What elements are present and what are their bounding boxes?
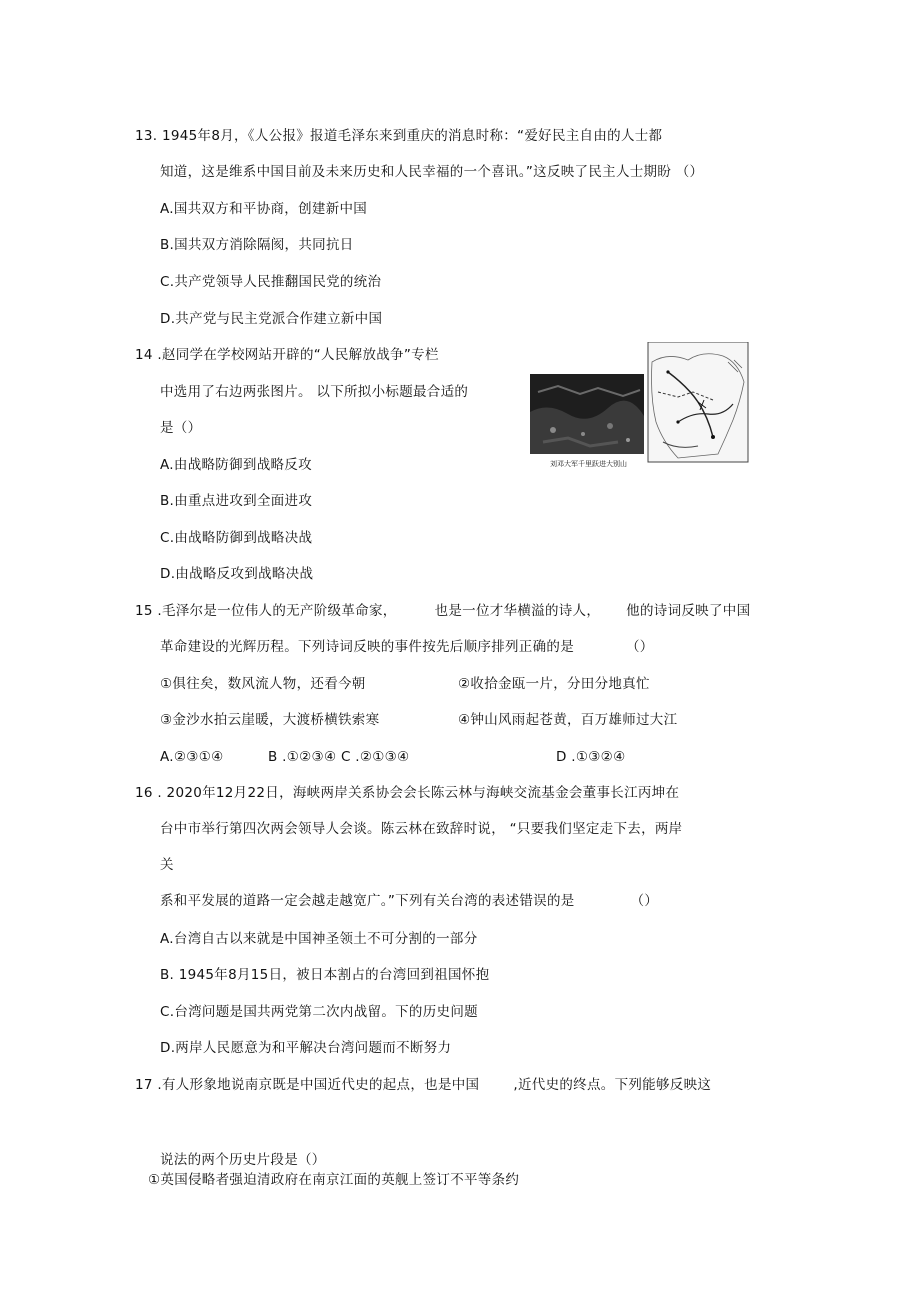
- q13-option-c: C.共产党领导人民推翻国民党的统治: [160, 274, 382, 290]
- q15-poem-4: ④钟山风雨起苍黄，百万雄师过大江: [458, 712, 678, 728]
- q15-stem-text: 革命建设的光辉历程。下列诗词反映的事件按先后顺序排列正确的是: [160, 639, 574, 655]
- q13-stem-line-1: 13. 1945年8月，《人公报》报道毛泽东来到重庆的消息时称：“爱好民主自由的人士都: [135, 128, 663, 144]
- q16-stem-line-1: 16 . 2020年12月22日，海峡两岸关系协会会长陈云林与海峡交流基金会董事长江丙坤在: [135, 785, 680, 801]
- q14-option-a: A.由战略防御到战略反攻: [160, 457, 312, 473]
- q14-option-b: B.由重点进攻到全面进攻: [160, 493, 313, 509]
- q16-stem-line-3: 关: [160, 857, 174, 873]
- q14-stem-line-2: 中选用了右边两张图片。 以下所拟小标题最合适的: [160, 384, 469, 400]
- q15-answer-paren: （）: [626, 639, 654, 655]
- q17-item-1: ①英国侵略者强迫清政府在南京江面的英舰上签订不平等条约: [148, 1172, 520, 1188]
- q16-option-a: A.台湾自古以来就是中国神圣领土不可分割的一部分: [160, 931, 478, 947]
- q15-stem-part-c: 他的诗词反映了中国: [626, 603, 751, 619]
- q14-option-c: C.由战略防御到战略决战: [160, 530, 313, 546]
- q16-option-d: D.两岸人民愿意为和平解决台湾问题而不断努力: [160, 1040, 452, 1056]
- q17-stem-line-2: 说法的两个历史片段是（）: [160, 1152, 326, 1168]
- campaign-map: [648, 342, 748, 462]
- q15-stem-line-1: [135, 602, 750, 620]
- q16-stem-text: 系和平发展的道路一定会越走越宽广。”下列有关台湾的表述错误的是: [160, 893, 575, 909]
- q14-figure: [528, 342, 750, 480]
- q15-option-d: D .①③②④: [556, 749, 626, 765]
- q14-figure-caption: 刘邓大军千里跃进大别山: [550, 460, 627, 468]
- q14-stem-line-1: 14 .赵同学在学校网站开辟的“人民解放战争”专栏: [135, 347, 439, 363]
- q16-answer-paren: （）: [630, 893, 659, 909]
- q15-option-a: A.②③①④: [160, 749, 224, 765]
- q15-stem-part-a: 15 .毛泽尔是一位伟人的无产阶级革命家，: [135, 603, 397, 619]
- q16-option-c: C.台湾问题是国共两党第二次内战留。下的历史问题: [160, 1004, 478, 1020]
- q15-option-b-c: B .①②③④ C .②①③④: [268, 749, 410, 765]
- q13-option-d: D.共产党与民主党派合作建立新中国: [160, 311, 383, 327]
- q15-poem-3: ③金沙水拍云崖暖，大渡桥横铁索寒: [160, 712, 380, 728]
- q15-poem-1: ①俱往矣，数风流人物，还看今朝: [160, 676, 366, 692]
- q14-stem-line-3: 是（）: [160, 420, 202, 436]
- q14-option-d: D.由战略反攻到战略决战: [160, 566, 314, 582]
- q16-stem-line-4: [160, 892, 658, 910]
- q13-option-a: A.国共双方和平协商，创建新中国: [160, 201, 368, 217]
- army-photo: [530, 374, 644, 454]
- q15-poem-2: ②收拾金瓯一片，分田分地真忙: [458, 676, 650, 692]
- q17-stem-part-b: ,近代史的终点。下列能够反映这: [513, 1077, 712, 1093]
- q15-stem-part-b: 也是一位才华横溢的诗人，: [434, 603, 601, 619]
- q13-option-b: B.国共双方消除隔阂，共同抗日: [160, 237, 354, 253]
- q16-stem-line-2: 台中市举行第四次两会领导人会谈。陈云林在致辞时说， “只要我们坚定走下去，两岸: [160, 821, 683, 837]
- q17-stem-line-1: [135, 1076, 711, 1094]
- q16-option-b: B. 1945年8月15日，被日本割占的台湾回到祖国怀抱: [160, 967, 490, 983]
- q13-stem-line-2: 知道，这是维系中国目前及未来历史和人民幸福的一个喜讯。”这反映了民主人士期盼 （）: [160, 164, 704, 180]
- q15-stem-line-2: [160, 638, 654, 656]
- q17-stem-part-a: 17 .有人形象地说南京既是中国近代史的起点，也是中国: [135, 1077, 480, 1093]
